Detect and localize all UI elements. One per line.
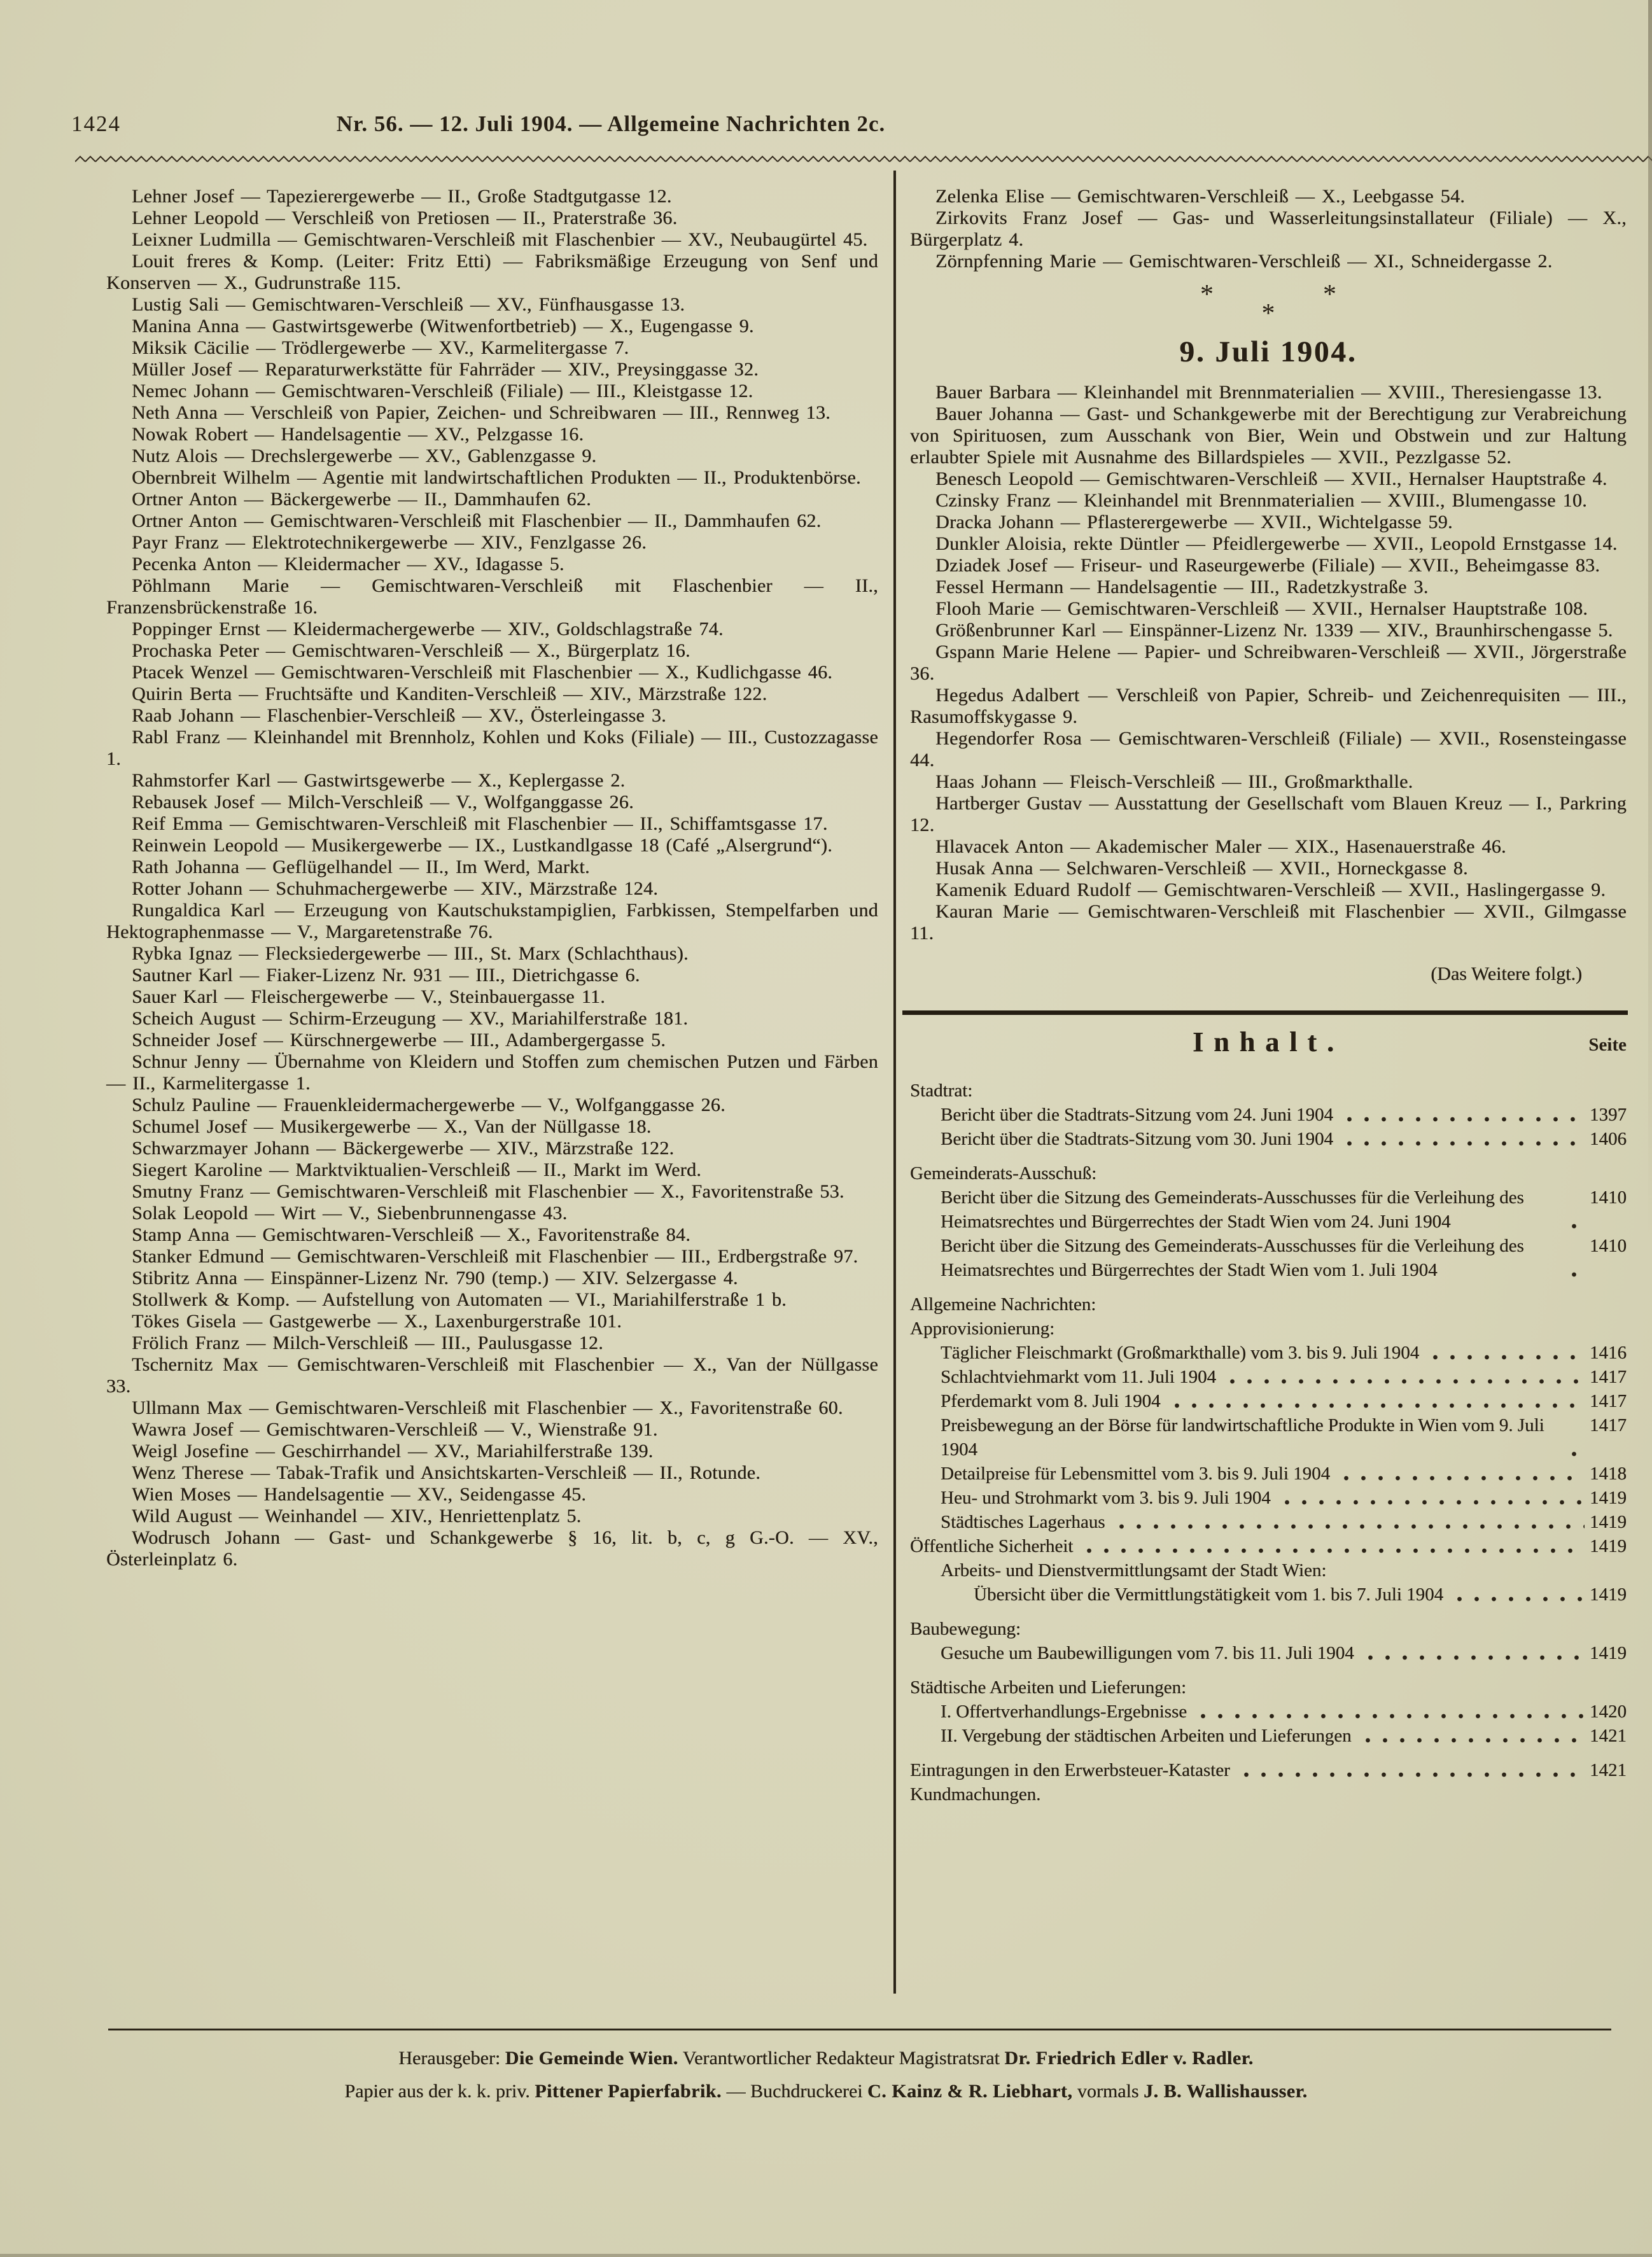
license-entry: Leixner Ludmilla — Gemischtwaren-Verschleiß mit Flaschenbier — XV., Neubaugürtel 45.: [132, 229, 868, 250]
toc-entry: [910, 1462, 1627, 1486]
toc-entry-text: Allgemeine Nachrichten:: [910, 1294, 1096, 1315]
toc-entry-text: Täglicher Fleischmarkt (Großmarkthalle) vom 3. bis 9. Juli 1904: [941, 1343, 1420, 1363]
asterisk-glyph: *: [1323, 280, 1336, 309]
license-entry: Müller Josef — Reparaturwerkstätte für Fahrräder — XIV., Preysinggasse 32.: [132, 359, 759, 380]
toc-page-column-label: Seite: [1588, 1035, 1627, 1055]
trade-license-list-right-main: [910, 382, 1627, 944]
imprint-text-segment: vormals: [1072, 2081, 1144, 2102]
toc-entry-text: II. Vergebung der städtischen Arbeiten und Lieferungen: [941, 1726, 1352, 1746]
toc-entry-text: Stadtrat:: [910, 1080, 973, 1101]
toc-page-number: 1417: [1590, 1415, 1627, 1436]
toc-entry-text: Bericht über die Sitzung des Gemeinderats-Ausschusses für die Verleihung des Heimatsrechtes und Bürgerrechtes der Stadt Wien vom 1. Juli 1904: [941, 1236, 1524, 1280]
toc-entry: [910, 1234, 1627, 1282]
imprint-line-publisher: [0, 2048, 1652, 2069]
asterisk-glyph: *: [1261, 299, 1275, 328]
license-entry: Wild August — Weinhandel — XIV., Henriettenplatz 5.: [132, 1506, 582, 1527]
license-entry: Husak Anna — Selchwaren-Verschleiß — XVII., Horneckgasse 8.: [935, 858, 1468, 879]
toc-entry-text: Preisbewegung an der Börse für landwirtschaftliche Produkte in Wien vom 9. Juli 1904: [941, 1415, 1544, 1460]
license-entry: Schwarzmayer Johann — Bäckergewerbe — XIV., Märzstraße 122.: [132, 1138, 675, 1159]
license-entry: Hartberger Gustav — Ausstattung der Gesellschaft vom Blauen Kreuz — I., Parkring 12.: [910, 793, 1627, 835]
date-section-heading: 9. Juli 1904.: [1179, 335, 1357, 368]
license-entry: Haas Johann — Fleisch-Verschleiß — III., Großmarkthalle.: [935, 771, 1413, 792]
scan-edge-shadow-right: [1648, 0, 1652, 2257]
license-entry: Lehner Josef — Tapezierergewerbe — II., Große Stadtgutgasse 12.: [132, 186, 672, 207]
license-entry: Schneider Josef — Kürschnergewerbe — III., Adambergergasse 5.: [132, 1030, 666, 1051]
license-entry: Rungaldica Karl — Erzeugung von Kautschukstampiglien, Farbkissen, Stempelfarben und Hektographenmasse — V., Margaretenstraße 76.: [106, 900, 878, 942]
license-entry: Kauran Marie — Gemischtwaren-Verschleiß mit Flaschenbier — XVII., Gilmgasse 11.: [910, 901, 1627, 944]
license-entry: Tschernitz Max — Gemischtwaren-Verschleiß mit Flaschenbier — X., Van der Nüllgasse 33.: [106, 1354, 878, 1397]
dot-leader: [1562, 1263, 1585, 1282]
toc-entry: [910, 1341, 1627, 1365]
license-entry: Ortner Anton — Bäckergewerbe — II., Dammhaufen 62.: [132, 489, 591, 510]
toc-entry-text: Schlachtviehmarkt vom 11. Juli 1904: [941, 1367, 1217, 1387]
license-entry: Stamp Anna — Gemischtwaren-Verschleiß — X., Favoritenstraße 84.: [132, 1224, 691, 1245]
toc-entry: [910, 1510, 1627, 1534]
license-entry: Weigl Josefine — Geschirrhandel — XV., Mariahilferstraße 139.: [132, 1441, 654, 1462]
toc-rows: [910, 1079, 1627, 1806]
toc-page-number: 1419: [1590, 1584, 1627, 1605]
toc-page-number: 1406: [1590, 1129, 1627, 1149]
toc-entry: [910, 1103, 1627, 1127]
dot-leader: [1165, 1394, 1585, 1413]
license-entry: Rath Johanna — Geflügelhandel — II., Im Werd, Markt.: [132, 856, 590, 877]
license-entry: Frölich Franz — Milch-Verschleiß — III., Paulusgasse 12.: [132, 1332, 603, 1353]
column-divider-rule: [893, 171, 896, 1994]
toc-entry-text: Übersicht über die Vermittlungstätigkeit vom 1. bis 7. Juli 1904: [974, 1584, 1444, 1605]
license-entry: Bauer Johanna — Gast- und Schankgewerbe mit der Berechtigung zur Verabreichung von Spirituosen, zum Ausschank von Bier, Wein und Obstwein und zur Haltung erlaubter Spiele mit Ausnahme des Billardspieles — XVII., Pezzlgasse 52.: [910, 403, 1627, 468]
license-entry: Sautner Karl — Fiaker-Lizenz Nr. 931 — III., Dietrichgasse 6.: [132, 965, 640, 986]
toc-entry-text: Gesuche um Baubewilligungen vom 7. bis 11. Juli 1904: [941, 1643, 1354, 1663]
toc-entry-text: Städtische Arbeiten und Lieferungen:: [910, 1677, 1187, 1698]
toc-entry-text: Detailpreise für Lebensmittel vom 3. bis 9. Juli 1904: [941, 1464, 1331, 1484]
license-entry: Rahmstorfer Karl — Gastwirtsgewerbe — X., Keplergasse 2.: [132, 770, 626, 791]
imprint-text-segment: Dr. Friedrich Edler v. Radler.: [1004, 2048, 1254, 2069]
license-entry: Schulz Pauline — Frauenkleidermachergewerbe — V., Wolfganggasse 26.: [132, 1094, 725, 1115]
toc-page-number: 1421: [1590, 1760, 1627, 1780]
license-entry: Wien Moses — Handelsagentie — XV., Seidengasse 45.: [132, 1484, 587, 1505]
license-entry: Smutny Franz — Gemischtwaren-Verschleiß mit Flaschenbier — X., Favoritenstraße 53.: [132, 1181, 844, 1202]
license-entry: Dracka Johann — Pflasterergewerbe — XVII., Wichtelgasse 59.: [935, 512, 1453, 533]
toc-entry: [910, 1389, 1627, 1413]
imprint-text-segment: Die Gemeinde Wien.: [505, 2048, 678, 2069]
license-entry: Hegedus Adalbert — Verschleiß von Papier, Schreib- und Zeichenrequisiten — III., Rasumoffskygasse 9.: [910, 685, 1627, 727]
license-entry: Größenbrunner Karl — Einspänner-Lizenz Nr. 1339 — XIV., Braunhirschengasse 5.: [935, 620, 1613, 641]
toc-page-number: 1419: [1590, 1643, 1627, 1663]
license-entry: Wawra Josef — Gemischtwaren-Verschleiß — V., Wienstraße 91.: [132, 1419, 658, 1440]
toc-entry-text: Städtisches Lagerhaus: [941, 1512, 1105, 1532]
toc-title-row: [910, 1026, 1627, 1071]
dot-leader: [1337, 1132, 1585, 1151]
toc-entry: [910, 1758, 1627, 1782]
imprint-line-printer: [0, 2081, 1652, 2102]
license-entry: Rabl Franz — Kleinhandel mit Brennholz, Kohlen und Koks (Filiale) — III., Custozzagasse 1.: [106, 727, 878, 769]
toc-entry-text: Eintragungen in den Erwerbsteuer-Kataster: [910, 1760, 1230, 1780]
license-entry: Gspann Marie Helene — Papier- und Schreibwaren-Verschleiß — XVII., Jörgerstraße 36.: [910, 641, 1627, 684]
license-entry: Raab Johann — Flaschenbier-Verschleiß — XV., Österleingasse 3.: [132, 705, 666, 726]
license-entry: Neth Anna — Verschleiß von Papier, Zeichen- und Schreibwaren — III., Rennweg 13.: [132, 402, 830, 423]
toc-section-heading: [910, 1161, 1627, 1185]
imprint-text-segment: Pittener Papierfabrik.: [535, 2081, 722, 2102]
toc-entry: [910, 1413, 1627, 1462]
license-entry: Lehner Leopold — Verschleiß von Pretiosen — II., Praterstraße 36.: [132, 207, 678, 228]
trade-license-list-left: [106, 186, 878, 1570]
toc-entry: [910, 1185, 1627, 1234]
license-entry: Pöhlmann Marie — Gemischtwaren-Verschleiß mit Flaschenbier — II., Franzensbrückenstraße 16.: [106, 575, 878, 618]
toc-entry-text: Öffentliche Sicherheit: [910, 1536, 1074, 1556]
license-entry: Obernbreit Wilhelm — Agentie mit landwirtschaftlichen Produkten — II., Produktenbörse.: [132, 467, 861, 488]
left-column: [106, 186, 878, 1570]
license-entry: Reinwein Leopold — Musikergewerbe — IX., Lustkandlgasse 18 (Café „Alsergrund“).: [132, 835, 832, 856]
wavy-rule: [75, 155, 1652, 164]
license-entry: Pecenka Anton — Kleidermacher — XV., Idagasse 5.: [132, 554, 564, 575]
dot-leader: [1358, 1646, 1585, 1665]
dot-leader: [1447, 1588, 1585, 1607]
toc-section-heading: [910, 1782, 1627, 1806]
toc-entry-text: Baubewegung:: [910, 1619, 1021, 1639]
toc-page-number: 1417: [1590, 1391, 1627, 1411]
dot-leader: [1191, 1705, 1585, 1724]
toc-page-number: 1417: [1590, 1367, 1627, 1387]
license-entry: Dziadek Josef — Friseur- und Raseurgewerbe (Filiale) — XVII., Beheimgasse 83.: [935, 555, 1600, 576]
license-entry: Nutz Alois — Drechslergewerbe — XV., Gablenzgasse 9.: [132, 445, 597, 466]
license-entry: Stanker Edmund — Gemischtwaren-Verschleiß mit Flaschenbier — III., Erdbergstraße 97.: [132, 1246, 858, 1267]
toc-entry: [910, 1486, 1627, 1510]
license-entry: Solak Leopold — Wirt — V., Siebenbrunnengasse 43.: [132, 1203, 568, 1224]
footer-rule: [108, 2029, 1611, 2030]
toc-page-number: 1397: [1590, 1105, 1627, 1125]
license-entry: Zirkovits Franz Josef — Gas- und Wasserleitungsinstallateur (Filiale) — X., Bürgerplatz 4.: [910, 207, 1627, 250]
toc-entry: [910, 1534, 1627, 1558]
license-entry: Rebausek Josef — Milch-Verschleiß — V., Wolfganggasse 26.: [132, 792, 634, 813]
toc-entry: [910, 1641, 1627, 1665]
license-entry: Bauer Barbara — Kleinhandel mit Brennmaterialien — XVIII., Theresiengasse 13.: [935, 382, 1602, 403]
dot-leader: [1077, 1539, 1585, 1558]
imprint-text-segment: J. B. Wallishausser.: [1144, 2081, 1308, 2102]
asterisk-glyph: *: [1200, 280, 1214, 309]
license-entry: Wenz Therese — Tabak-Trafik und Ansichtskarten-Verschleiß — II., Rotunde.: [132, 1462, 761, 1483]
toc-section-heading: [910, 1675, 1627, 1700]
toc-entry-text: Arbeits- und Dienstvermittlungsamt der Stadt Wien:: [941, 1560, 1327, 1581]
masthead-title: Nr. 56. — 12. Juli 1904. — Allgemeine Nachrichten 2c.: [336, 111, 886, 136]
license-entry: Rybka Ignaz — Flecksiedergewerbe — III., St. Marx (Schlachthaus).: [132, 943, 689, 964]
dot-leader: [1220, 1370, 1585, 1389]
toc-section-heading: [910, 1558, 1627, 1583]
trade-license-list-right-top: [910, 186, 1627, 272]
license-entry: Kamenik Eduard Rudolf — Gemischtwaren-Verschleiß — XVII., Haslingergasse 9.: [935, 879, 1606, 900]
license-entry: Benesch Leopold — Gemischtwaren-Verschleiß — XVII., Hernalser Hauptstraße 4.: [935, 468, 1607, 489]
toc-entry-text: Kundmachungen.: [910, 1784, 1041, 1805]
license-entry: Quirin Berta — Fruchtsäfte und Kanditen-Verschleiß — XIV., Märzstraße 122.: [132, 683, 767, 704]
license-entry: Zelenka Elise — Gemischtwaren-Verschleiß — X., Leebgasse 54.: [935, 186, 1466, 207]
license-entry: Poppinger Ernst — Kleidermachergewerbe — XIV., Goldschlagstraße 74.: [132, 618, 724, 639]
toc-page-number: 1420: [1590, 1701, 1627, 1722]
toc-page-number: 1419: [1590, 1512, 1627, 1532]
toc-entry-text: Pferdemarkt vom 8. Juli 1904: [941, 1391, 1161, 1411]
license-entry: Czinsky Franz — Kleinhandel mit Brennmaterialien — XVIII., Blumengasse 10.: [935, 490, 1587, 511]
license-entry: Lustig Sali — Gemischtwaren-Verschleiß — XV., Fünfhausgasse 13.: [132, 294, 685, 315]
dot-leader: [1337, 1108, 1585, 1127]
section-separator-rule: [902, 1010, 1628, 1015]
toc-entry: [910, 1724, 1627, 1748]
toc-title: Inhalt.: [1193, 1026, 1344, 1058]
toc-page-number: 1419: [1590, 1488, 1627, 1508]
license-entry: Manina Anna — Gastwirtsgewerbe (Witwenfortbetrieb) — X., Eugengasse 9.: [132, 316, 754, 337]
toc-entry: [910, 1365, 1627, 1389]
toc-page-number: 1410: [1590, 1236, 1627, 1256]
license-entry: Stollwerk & Komp. — Aufstellung von Automaten — VI., Mariahilferstraße 1 b.: [132, 1289, 787, 1310]
dot-leader: [1355, 1729, 1585, 1748]
toc-entry: [910, 1700, 1627, 1724]
toc-entry-text: Bericht über die Stadtrats-Sitzung vom 30. Juni 1904: [941, 1129, 1333, 1149]
license-entry: Wodrusch Johann — Gast- und Schankgewerbe § 16, lit. b, c, g G.-O. — XV., Österleinplatz 6.: [106, 1527, 878, 1570]
toc-entry: [910, 1127, 1627, 1151]
dot-leader: [1423, 1346, 1585, 1365]
license-entry: Siegert Karoline — Marktviktualien-Verschleiß — II., Markt im Werd.: [132, 1159, 702, 1180]
license-entry: Rotter Johann — Schuhmachergewerbe — XIV., Märzstraße 124.: [132, 878, 659, 899]
toc-entry: [910, 1583, 1627, 1607]
license-entry: Nemec Johann — Gemischtwaren-Verschleiß (Filiale) — III., Kleistgasse 12.: [132, 381, 753, 402]
toc-entry-text: Bericht über die Sitzung des Gemeinderats-Ausschusses für die Verleihung des Heimatsrechtes und Bürgerrechtes der Stadt Wien vom 24. Juni 1904: [941, 1187, 1524, 1232]
license-entry: Ortner Anton — Gemischtwaren-Verschleiß mit Flaschenbier — II., Dammhaufen 62.: [132, 510, 822, 531]
license-entry: Schumel Josef — Musikergewerbe — X., Van der Nüllgasse 18.: [132, 1116, 652, 1137]
license-entry: Dunkler Aloisia, rekte Düntler — Pfeidlergewerbe — XVII., Leopold Ernstgasse 14.: [935, 533, 1618, 554]
right-column: [910, 186, 1627, 1806]
dot-leader: [1334, 1467, 1585, 1486]
license-entry: Stibritz Anna — Einspänner-Lizenz Nr. 790 (temp.) — XIV. Selzergasse 4.: [132, 1268, 738, 1289]
toc-entry-text: Gemeinderats-Ausschuß:: [910, 1163, 1097, 1184]
license-entry: Scheich August — Schirm-Erzeugung — XV., Mariahilferstraße 181.: [132, 1008, 689, 1029]
dot-leader: [1109, 1515, 1585, 1534]
toc-page-number: 1416: [1590, 1343, 1627, 1363]
license-entry: Hegendorfer Rosa — Gemischtwaren-Verschleiß (Filiale) — XVII., Rosensteingasse 44.: [910, 728, 1627, 771]
license-entry: Schnur Jenny — Übernahme von Kleidern und Stoffen zum chemischen Putzen und Färben — II., Karmelitergasse 1.: [106, 1051, 878, 1094]
toc-entry-text: I. Offertverhandlungs-Ergebnisse: [941, 1701, 1187, 1722]
toc-entry-text: Heu- und Strohmarkt vom 3. bis 9. Juli 1904: [941, 1488, 1271, 1508]
license-entry: Miksik Cäcilie — Trödlergewerbe — XV., Karmelitergasse 7.: [132, 337, 629, 358]
dot-leader: [1275, 1491, 1585, 1510]
toc-page-number: 1418: [1590, 1464, 1627, 1484]
license-entry: Zörnpfenning Marie — Gemischtwaren-Verschleiß — XI., Schneidergasse 2.: [935, 251, 1553, 272]
toc-section-heading: [910, 1617, 1627, 1641]
imprint-text-segment: Papier aus der k. k. priv.: [344, 2081, 535, 2102]
imprint-text-segment: Verantwortlicher Redakteur Magistratsrat: [678, 2048, 1005, 2069]
license-entry: Payr Franz — Elektrotechnikergewerbe — XIV., Fenzlgasse 26.: [132, 532, 647, 553]
license-entry: Flooh Marie — Gemischtwaren-Verschleiß — XVII., Hernalser Hauptstraße 108.: [935, 598, 1588, 619]
page-number: 1424: [71, 111, 121, 136]
toc-page-number: 1419: [1590, 1536, 1627, 1556]
license-entry: Ptacek Wenzel — Gemischtwaren-Verschleiß mit Flaschenbier — X., Kudlichgasse 46.: [132, 662, 833, 683]
license-entry: Hlavacek Anton — Akademischer Maler — XIX., Hasenauerstraße 46.: [935, 836, 1506, 857]
continuation-note: (Das Weitere folgt.): [1431, 963, 1582, 984]
toc-page-number: 1410: [1590, 1187, 1627, 1208]
toc-section-heading: [910, 1292, 1627, 1317]
dot-leader: [1234, 1763, 1585, 1782]
license-entry: Tökes Gisela — Gastgewerbe — X., Laxenburgerstraße 101.: [132, 1311, 622, 1332]
table-of-contents: [910, 1026, 1627, 1806]
imprint-text-segment: C. Kainz & R. Liebhart,: [867, 2081, 1073, 2102]
scan-edge-shadow-bottom: [0, 2254, 1652, 2257]
toc-page-number: 1421: [1590, 1726, 1627, 1746]
imprint-text-segment: — Buchdruckerei: [721, 2081, 868, 2102]
license-entry: Sauer Karl — Fleischergewerbe — V., Steinbauergasse 11.: [132, 986, 606, 1007]
asterisk-divider-bottom: [910, 299, 1627, 328]
license-entry: Prochaska Peter — Gemischtwaren-Verschleiß — X., Bürgerplatz 16.: [132, 640, 690, 661]
license-entry: Ullmann Max — Gemischtwaren-Verschleiß mit Flaschenbier — X., Favoritenstraße 60.: [132, 1397, 843, 1418]
toc-section-heading: [910, 1317, 1627, 1341]
imprint-text-segment: Herausgeber:: [398, 2048, 505, 2069]
license-entry: Louit freres & Komp. (Leiter: Fritz Etti) — Fabriksmäßige Erzeugung von Senf und Konserven — X., Gudrunstraße 115.: [106, 251, 878, 293]
dot-leader: [1562, 1215, 1585, 1234]
license-entry: Reif Emma — Gemischtwaren-Verschleiß mit Flaschenbier — II., Schiffamtsgasse 17.: [132, 813, 828, 834]
toc-section-heading: [910, 1079, 1627, 1103]
license-entry: Fessel Hermann — Handelsagentie — III., Radetzkystraße 3.: [935, 576, 1429, 597]
toc-entry-text: Approvisionierung:: [910, 1318, 1055, 1339]
toc-entry-text: Bericht über die Stadtrats-Sitzung vom 24. Juni 1904: [941, 1105, 1333, 1125]
dot-leader: [1562, 1443, 1585, 1462]
license-entry: Nowak Robert — Handelsagentie — XV., Pelzgasse 16.: [132, 424, 584, 445]
